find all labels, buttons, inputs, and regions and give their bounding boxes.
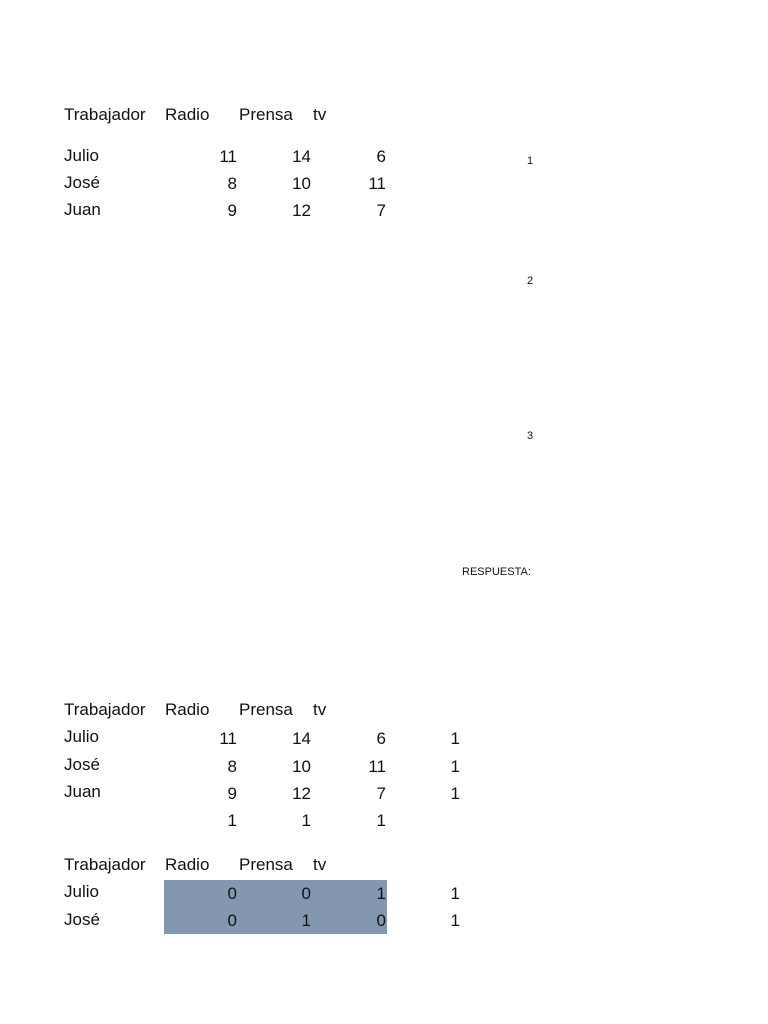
- cell-tv: 1: [376, 884, 386, 903]
- col-total-radio: 1: [227, 811, 237, 830]
- header-tv: tv: [313, 855, 327, 874]
- header-radio: Radio: [165, 855, 210, 874]
- cell-radio: 8: [227, 757, 237, 776]
- cell-prensa: 10: [292, 174, 311, 193]
- cell-tv: 6: [376, 729, 386, 748]
- row-name-jose: José: [64, 173, 100, 192]
- row-name-jose: José: [64, 910, 100, 929]
- cell-prensa: 12: [292, 201, 311, 220]
- header-prensa: Prensa: [239, 700, 293, 719]
- cell-radio: 9: [227, 784, 237, 803]
- cell-tv: 11: [368, 174, 386, 193]
- row-name-julio: Julio: [64, 727, 99, 746]
- row-name-juan: Juan: [64, 782, 101, 801]
- cell-tv: 0: [376, 911, 386, 930]
- cell-tv: 7: [376, 784, 386, 803]
- answer-label: RESPUESTA:: [462, 566, 531, 578]
- cell-row-sum: 1: [450, 911, 460, 930]
- header-tv: tv: [313, 105, 327, 124]
- row-name-julio: Julio: [64, 146, 99, 165]
- col-total-prensa: 1: [301, 811, 311, 830]
- cell-radio: 0: [227, 911, 237, 930]
- header-radio: Radio: [165, 105, 210, 124]
- cell-row-sum: 1: [450, 729, 460, 748]
- side-label-3: 3: [527, 430, 534, 442]
- cell-prensa: 0: [301, 884, 311, 903]
- cell-prensa: 14: [292, 729, 311, 748]
- cell-prensa: 1: [301, 911, 311, 930]
- cell-row-sum: 1: [450, 784, 460, 803]
- cell-radio: 0: [227, 884, 237, 903]
- header-trabajador: Trabajador: [64, 105, 146, 124]
- cell-tv: 6: [376, 147, 386, 166]
- header-prensa: Prensa: [239, 105, 293, 124]
- header-prensa: Prensa: [239, 855, 293, 874]
- cell-radio: 11: [219, 729, 237, 748]
- cell-prensa: 10: [292, 757, 311, 776]
- header-trabajador: Trabajador: [64, 700, 146, 719]
- header-radio: Radio: [165, 700, 210, 719]
- cell-tv: 11: [368, 757, 386, 776]
- row-name-julio: Julio: [64, 882, 99, 901]
- row-name-juan: Juan: [64, 200, 101, 219]
- cell-prensa: 12: [292, 784, 311, 803]
- cell-radio: 11: [219, 147, 237, 166]
- cell-row-sum: 1: [450, 884, 460, 903]
- cell-prensa: 14: [292, 147, 311, 166]
- header-trabajador: Trabajador: [64, 855, 146, 874]
- cell-radio: 9: [227, 201, 237, 220]
- header-tv: tv: [313, 700, 327, 719]
- side-label-1: 1: [527, 155, 534, 167]
- cell-row-sum: 1: [450, 757, 460, 776]
- col-total-tv: 1: [376, 811, 386, 830]
- side-label-2: 2: [527, 275, 534, 287]
- cell-radio: 8: [227, 174, 237, 193]
- cell-tv: 7: [376, 201, 386, 220]
- row-name-jose: José: [64, 755, 100, 774]
